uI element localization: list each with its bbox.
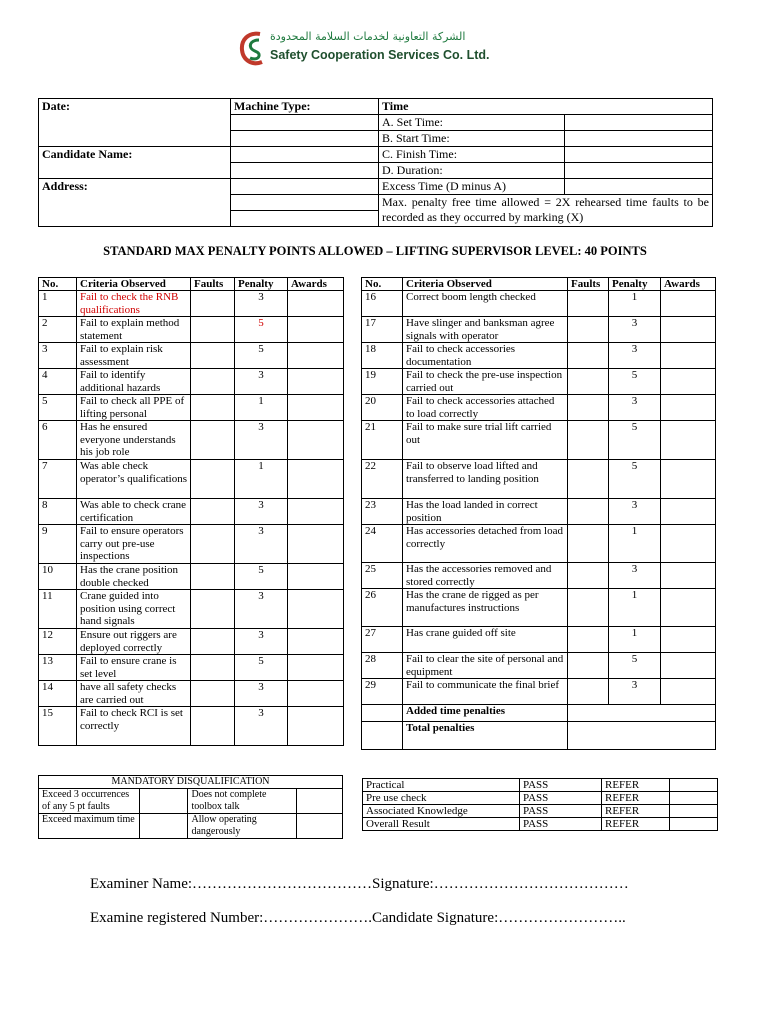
criteria-text: Correct boom length checked <box>403 291 568 317</box>
candidate-name-label: Candidate Name: <box>39 147 231 179</box>
summary-value[interactable] <box>568 705 716 722</box>
criteria-row <box>362 679 716 705</box>
faults-cell[interactable] <box>568 395 609 421</box>
criteria-row <box>362 343 716 369</box>
criteria-text: Has the crane de rigged as per manufactures instructions <box>403 589 568 627</box>
finish-time-label: C. Finish Time: <box>379 147 565 163</box>
result-label: Overall Result <box>363 818 520 831</box>
criteria-text: Fail to explain risk assessment <box>77 343 191 369</box>
penalty-value: 5 <box>235 343 288 369</box>
penalty-value: 3 <box>609 317 661 343</box>
awards-cell[interactable] <box>661 589 716 627</box>
criteria-row <box>39 499 344 525</box>
criteria-table-left <box>38 277 344 746</box>
faults-cell[interactable] <box>191 460 235 499</box>
awards-cell[interactable] <box>661 627 716 653</box>
criteria-row <box>362 627 716 653</box>
result-row <box>363 779 718 792</box>
criteria-text: Fail to ensure crane is set level <box>77 655 191 681</box>
result-mark-cell[interactable] <box>670 779 718 792</box>
excess-time-label: Excess Time (D minus A) <box>379 179 565 195</box>
penalty-value: 1 <box>235 460 288 499</box>
criteria-number: 2 <box>39 317 77 343</box>
criteria-number: 3 <box>39 343 77 369</box>
col-awards: Awards <box>288 278 344 291</box>
criteria-table-right <box>361 277 716 750</box>
refer-option[interactable]: REFER <box>602 792 670 805</box>
awards-cell[interactable] <box>288 707 344 746</box>
penalty-value: 3 <box>609 395 661 421</box>
faults-cell[interactable] <box>191 707 235 746</box>
criteria-number: 24 <box>362 525 403 563</box>
criteria-row <box>39 590 344 629</box>
faults-cell[interactable] <box>568 421 609 460</box>
awards-cell[interactable] <box>288 369 344 395</box>
col-penalty: Penalty <box>235 278 288 291</box>
result-mark-cell[interactable] <box>670 818 718 831</box>
criteria-number: 18 <box>362 343 403 369</box>
awards-cell[interactable] <box>288 525 344 564</box>
awards-cell[interactable] <box>661 679 716 705</box>
penalty-value: 3 <box>235 707 288 746</box>
faults-cell[interactable] <box>568 525 609 563</box>
mandatory-check-box[interactable] <box>296 814 342 839</box>
criteria-number: 19 <box>362 369 403 395</box>
awards-cell[interactable] <box>661 460 716 499</box>
criteria-row <box>362 653 716 679</box>
awards-cell[interactable] <box>288 317 344 343</box>
summary-row <box>362 705 716 722</box>
penalty-value: 3 <box>235 291 288 317</box>
criteria-text: Fail to make sure trial lift carried out <box>403 421 568 460</box>
criteria-number: 26 <box>362 589 403 627</box>
company-logo <box>238 28 498 68</box>
awards-cell[interactable] <box>661 291 716 317</box>
faults-cell[interactable] <box>568 291 609 317</box>
awards-cell[interactable] <box>661 499 716 525</box>
mandatory-disqualification-table <box>38 775 343 839</box>
criteria-text: Has the accessories removed and stored correctly <box>403 563 568 589</box>
penalty-value: 5 <box>235 317 288 343</box>
result-label: Practical <box>363 779 520 792</box>
criteria-text: Fail to check RCI is set correctly <box>77 707 191 746</box>
examiner-signature-line[interactable]: Examiner Name:………………………………Signature:………………………………… <box>90 876 629 892</box>
summary-number <box>362 722 403 750</box>
machine-type-field-6[interactable] <box>231 195 379 211</box>
machine-type-field-3[interactable] <box>231 147 379 163</box>
penalty-value: 3 <box>609 679 661 705</box>
penalty-value: 5 <box>609 460 661 499</box>
criteria-row <box>39 707 344 746</box>
finish-time-field[interactable] <box>565 147 713 163</box>
awards-cell[interactable] <box>288 655 344 681</box>
result-label: Associated Knowledge <box>363 805 520 818</box>
added-time-penalties-label: Added time penalties <box>403 705 568 722</box>
criteria-text: Fail to communicate the final brief <box>403 679 568 705</box>
mandatory-check-box[interactable] <box>140 789 188 814</box>
results-table <box>362 778 718 831</box>
mandatory-item: Does not complete toolbox talk <box>188 789 296 814</box>
criteria-text: Fail to check accessories attached to load correctly <box>403 395 568 421</box>
criteria-row <box>362 395 716 421</box>
criteria-header-row <box>362 278 716 291</box>
criteria-text: Fail to ensure operators carry out pre-use inspections <box>77 525 191 564</box>
result-mark-cell[interactable] <box>670 805 718 818</box>
criteria-text: Was able to check crane certification <box>77 499 191 525</box>
faults-cell[interactable] <box>568 563 609 589</box>
date-label: Date: <box>39 99 231 147</box>
penalty-value: 3 <box>609 343 661 369</box>
penalty-value: 1 <box>609 627 661 653</box>
summary-row <box>362 722 716 750</box>
criteria-text: Crane guided into position using correct hand signals <box>77 590 191 629</box>
criteria-text: Fail to clear the site of personal and equipment <box>403 653 568 679</box>
criteria-row <box>362 563 716 589</box>
criteria-number: 28 <box>362 653 403 679</box>
penalty-value: 3 <box>235 499 288 525</box>
penalty-value: 3 <box>235 629 288 655</box>
mandatory-check-box[interactable] <box>296 789 342 814</box>
address-label: Address: <box>39 179 231 227</box>
col-no: No. <box>39 278 77 291</box>
criteria-number: 12 <box>39 629 77 655</box>
criteria-number: 16 <box>362 291 403 317</box>
criteria-row <box>362 421 716 460</box>
header-table <box>38 98 713 227</box>
pass-option[interactable]: PASS <box>520 818 602 831</box>
candidate-signature-line[interactable]: Examine registered Number:………………….Candidate Signature:…………………….. <box>90 910 626 926</box>
criteria-row <box>39 629 344 655</box>
mandatory-item: Allow operating dangerously <box>188 814 296 839</box>
start-time-label: B. Start Time: <box>379 131 565 147</box>
result-row <box>363 805 718 818</box>
criteria-text: Has accessories detached from load correctly <box>403 525 568 563</box>
criteria-number: 22 <box>362 460 403 499</box>
criteria-number: 7 <box>39 460 77 499</box>
total-penalties-label: Total penalties <box>403 722 568 750</box>
criteria-number: 11 <box>39 590 77 629</box>
set-time-field[interactable] <box>565 115 713 131</box>
criteria-number: 20 <box>362 395 403 421</box>
criteria-row <box>362 460 716 499</box>
duration-field[interactable] <box>565 163 713 179</box>
awards-cell[interactable] <box>288 681 344 707</box>
criteria-text: Fail to explain method statement <box>77 317 191 343</box>
criteria-number: 4 <box>39 369 77 395</box>
pass-option[interactable]: PASS <box>520 792 602 805</box>
faults-cell[interactable] <box>191 655 235 681</box>
machine-type-field-7[interactable] <box>231 211 379 227</box>
faults-cell[interactable] <box>568 627 609 653</box>
faults-cell[interactable] <box>568 679 609 705</box>
machine-type-field[interactable] <box>231 115 379 131</box>
criteria-row <box>39 564 344 590</box>
criteria-row <box>39 395 344 421</box>
penalty-value: 1 <box>609 525 661 563</box>
penalty-value: 3 <box>235 590 288 629</box>
set-time-label: A. Set Time: <box>379 115 565 131</box>
awards-cell[interactable] <box>288 499 344 525</box>
col-awards: Awards <box>661 278 716 291</box>
penalty-value: 1 <box>609 291 661 317</box>
criteria-number: 8 <box>39 499 77 525</box>
criteria-row <box>39 460 344 499</box>
faults-cell[interactable] <box>191 291 235 317</box>
col-criteria: Criteria Observed <box>403 278 568 291</box>
faults-cell[interactable] <box>191 317 235 343</box>
pass-option[interactable]: PASS <box>520 779 602 792</box>
awards-cell[interactable] <box>661 369 716 395</box>
penalty-value: 3 <box>235 421 288 460</box>
criteria-text: have all safety checks are carried out <box>77 681 191 707</box>
criteria-number: 23 <box>362 499 403 525</box>
criteria-text: Fail to observe load lifted and transferred to landing position <box>403 460 568 499</box>
faults-cell[interactable] <box>191 629 235 655</box>
faults-cell[interactable] <box>191 343 235 369</box>
faults-cell[interactable] <box>568 369 609 395</box>
faults-cell[interactable] <box>568 460 609 499</box>
col-faults: Faults <box>568 278 609 291</box>
awards-cell[interactable] <box>661 317 716 343</box>
col-criteria: Criteria Observed <box>77 278 191 291</box>
criteria-number: 21 <box>362 421 403 460</box>
mandatory-item: Exceed 3 occurrences of any 5 pt faults <box>39 789 140 814</box>
col-no: No. <box>362 278 403 291</box>
criteria-row <box>39 369 344 395</box>
criteria-text: Has the load landed in correct position <box>403 499 568 525</box>
faults-cell[interactable] <box>191 681 235 707</box>
penalty-value: 3 <box>235 525 288 564</box>
criteria-text: Have slinger and banksman agree signals with operator <box>403 317 568 343</box>
col-penalty: Penalty <box>609 278 661 291</box>
criteria-row <box>39 343 344 369</box>
awards-cell[interactable] <box>288 395 344 421</box>
criteria-text: Fail to check the RNB qualifications <box>77 291 191 317</box>
penalty-value: 3 <box>235 681 288 707</box>
machine-type-field-4[interactable] <box>231 163 379 179</box>
faults-cell[interactable] <box>191 421 235 460</box>
machine-type-field-2[interactable] <box>231 131 379 147</box>
awards-cell[interactable] <box>288 421 344 460</box>
faults-cell[interactable] <box>568 499 609 525</box>
faults-cell[interactable] <box>191 564 235 590</box>
penalty-value: 5 <box>235 564 288 590</box>
criteria-number: 17 <box>362 317 403 343</box>
awards-cell[interactable] <box>288 343 344 369</box>
mandatory-item: Exceed maximum time <box>39 814 140 839</box>
col-faults: Faults <box>191 278 235 291</box>
faults-cell[interactable] <box>191 499 235 525</box>
penalty-value: 3 <box>609 563 661 589</box>
criteria-text: Has crane guided off site <box>403 627 568 653</box>
criteria-text: Fail to identify additional hazards <box>77 369 191 395</box>
criteria-row <box>362 317 716 343</box>
awards-cell[interactable] <box>288 590 344 629</box>
criteria-row <box>39 421 344 460</box>
refer-option[interactable]: REFER <box>602 805 670 818</box>
criteria-row <box>362 589 716 627</box>
criteria-number: 10 <box>39 564 77 590</box>
duration-label: D. Duration: <box>379 163 565 179</box>
awards-cell[interactable] <box>661 563 716 589</box>
penalty-value: 5 <box>609 653 661 679</box>
awards-cell[interactable] <box>661 343 716 369</box>
summary-number <box>362 705 403 722</box>
criteria-number: 29 <box>362 679 403 705</box>
criteria-number: 9 <box>39 525 77 564</box>
criteria-row <box>39 525 344 564</box>
summary-value[interactable] <box>568 722 716 750</box>
faults-cell[interactable] <box>191 395 235 421</box>
page-title: STANDARD MAX PENALTY POINTS ALLOWED – LIFTING SUPERVISOR LEVEL: 40 POINTS <box>103 244 647 258</box>
faults-cell[interactable] <box>191 369 235 395</box>
criteria-text: Fail to check accessories documentation <box>403 343 568 369</box>
penalty-value: 3 <box>609 499 661 525</box>
criteria-row <box>39 655 344 681</box>
criteria-header-row <box>39 278 344 291</box>
result-label: Pre use check <box>363 792 520 805</box>
criteria-text: Has the crane position double checked <box>77 564 191 590</box>
criteria-row <box>362 525 716 563</box>
penalty-note: Max. penalty free time allowed = 2X rehearsed time faults to be recorded as they occurred by marking (X) <box>379 195 713 227</box>
mandatory-check-box[interactable] <box>140 814 188 839</box>
penalty-value: 5 <box>609 421 661 460</box>
awards-cell[interactable] <box>288 564 344 590</box>
penalty-value: 1 <box>609 589 661 627</box>
machine-type-field-5[interactable] <box>231 179 379 195</box>
criteria-number: 25 <box>362 563 403 589</box>
awards-cell[interactable] <box>661 525 716 563</box>
criteria-row <box>39 681 344 707</box>
refer-option[interactable]: REFER <box>602 818 670 831</box>
result-mark-cell[interactable] <box>670 792 718 805</box>
result-row <box>363 792 718 805</box>
machine-type-label: Machine Type: <box>231 99 379 115</box>
criteria-text: Fail to check the pre-use inspection carried out <box>403 369 568 395</box>
awards-cell[interactable] <box>288 629 344 655</box>
company-emblem-icon <box>238 28 268 68</box>
criteria-text: Has he ensured everyone understands his job role <box>77 421 191 460</box>
mandatory-title: MANDATORY DISQUALIFICATION <box>39 776 343 789</box>
faults-cell[interactable] <box>568 589 609 627</box>
faults-cell[interactable] <box>568 343 609 369</box>
criteria-number: 15 <box>39 707 77 746</box>
criteria-number: 5 <box>39 395 77 421</box>
awards-cell[interactable] <box>661 421 716 460</box>
criteria-number: 1 <box>39 291 77 317</box>
criteria-number: 13 <box>39 655 77 681</box>
criteria-row <box>39 291 344 317</box>
company-name-arabic: الشركة التعاونية لخدمات السلامة المحدودة <box>270 30 466 43</box>
pass-option[interactable]: PASS <box>520 805 602 818</box>
excess-time-field[interactable] <box>565 179 713 195</box>
criteria-text: Fail to check all PPE of lifting personal <box>77 395 191 421</box>
awards-cell[interactable] <box>661 395 716 421</box>
criteria-row <box>39 317 344 343</box>
faults-cell[interactable] <box>568 317 609 343</box>
awards-cell[interactable] <box>288 291 344 317</box>
criteria-row <box>362 369 716 395</box>
penalty-value: 1 <box>235 395 288 421</box>
faults-cell[interactable] <box>191 590 235 629</box>
criteria-text: Ensure out riggers are deployed correctly <box>77 629 191 655</box>
penalty-value: 5 <box>235 655 288 681</box>
criteria-text: Was able check operator’s qualifications <box>77 460 191 499</box>
faults-cell[interactable] <box>191 525 235 564</box>
company-name-english: Safety Cooperation Services Co. Ltd. <box>270 48 490 62</box>
criteria-number: 27 <box>362 627 403 653</box>
result-row <box>363 818 718 831</box>
criteria-row <box>362 499 716 525</box>
refer-option[interactable]: REFER <box>602 779 670 792</box>
time-label: Time <box>379 99 713 115</box>
awards-cell[interactable] <box>661 653 716 679</box>
criteria-number: 14 <box>39 681 77 707</box>
start-time-field[interactable] <box>565 131 713 147</box>
penalty-value: 3 <box>235 369 288 395</box>
penalty-value: 5 <box>609 369 661 395</box>
criteria-row <box>362 291 716 317</box>
criteria-number: 6 <box>39 421 77 460</box>
awards-cell[interactable] <box>288 460 344 499</box>
faults-cell[interactable] <box>568 653 609 679</box>
